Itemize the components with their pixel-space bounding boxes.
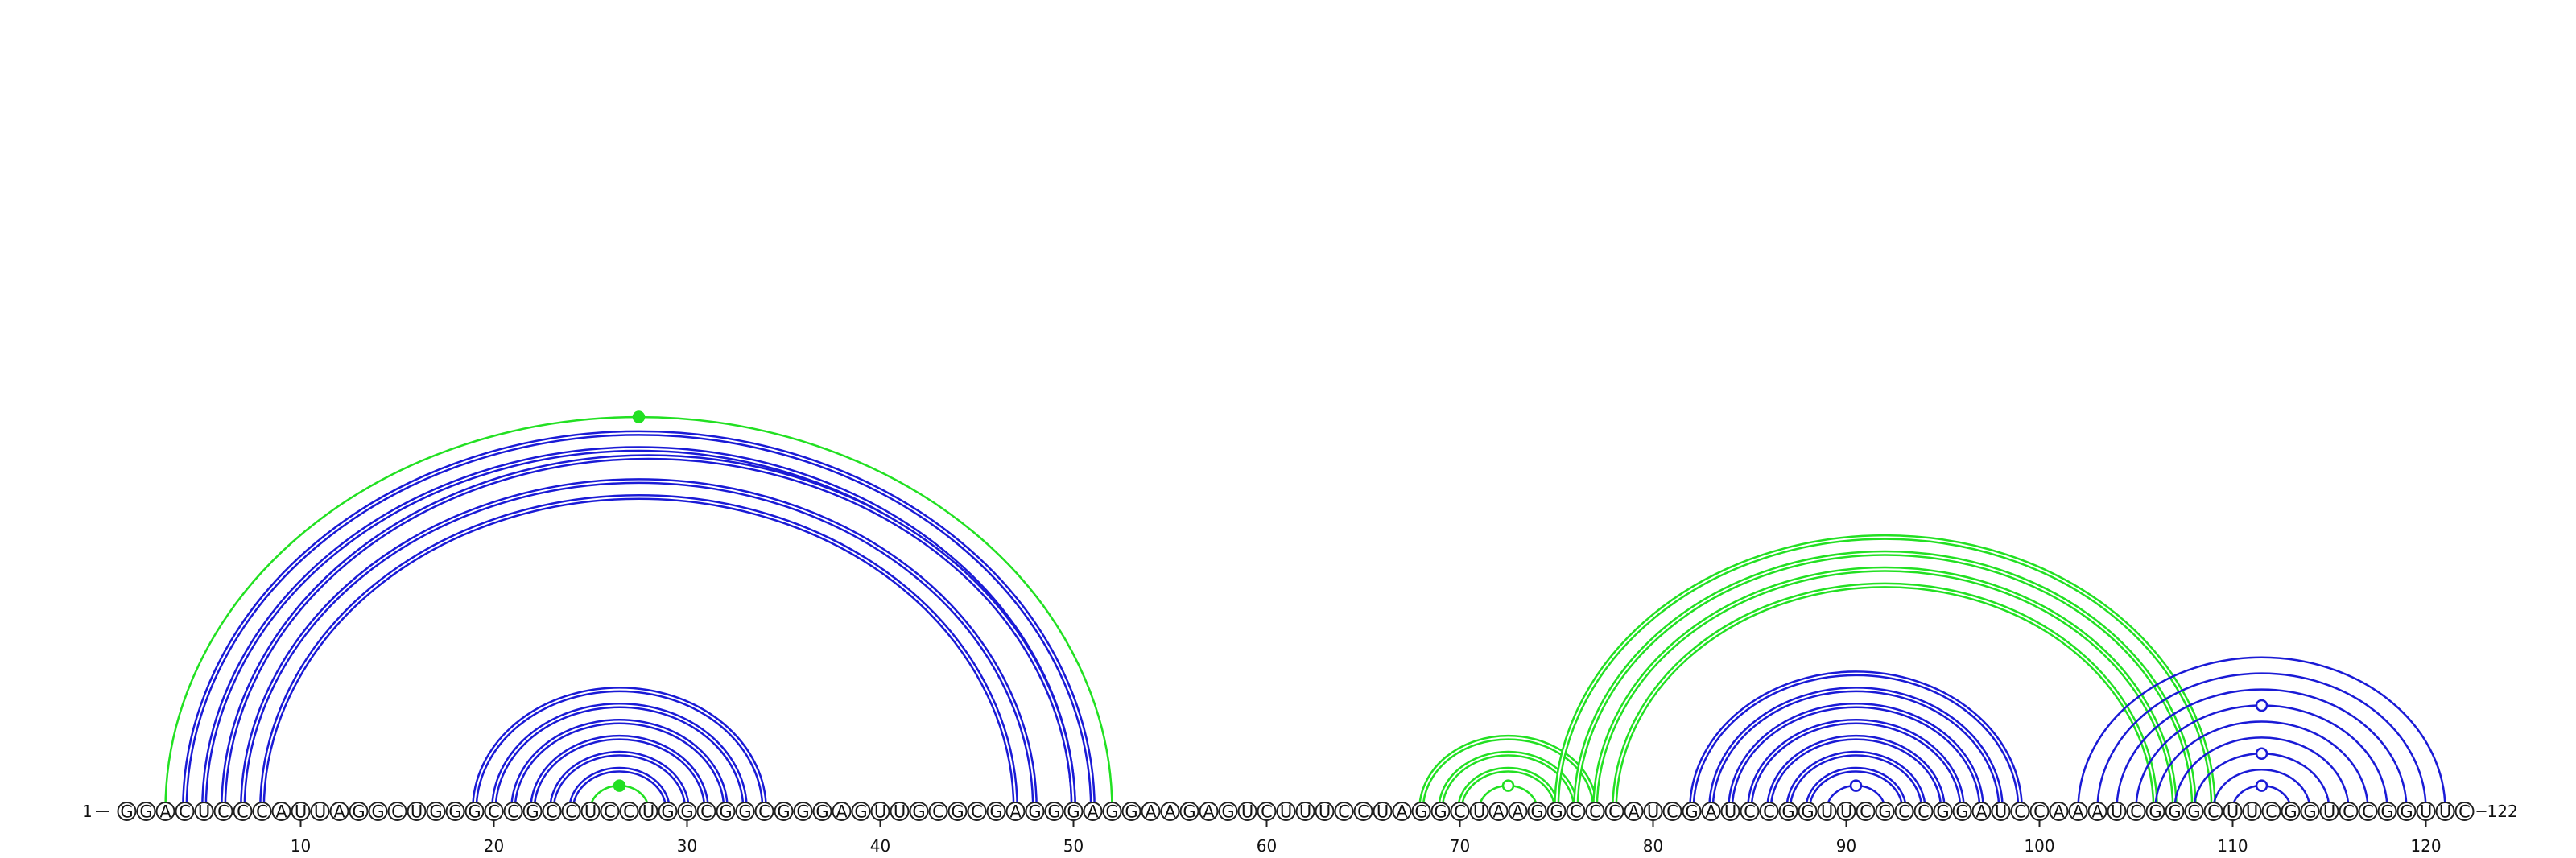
nucleotide-letter: C [604,802,616,822]
nucleotide-letter: A [1203,802,1215,822]
arc-outer-stroke [533,737,707,810]
nucleotide-letter: U [2419,802,2433,822]
nucleotide-letter: U [2226,802,2240,822]
nucleotide-letter: G [815,802,829,822]
nucleotide-108 [2186,802,2203,822]
nucleotide-letter: A [333,802,345,822]
tick-20 [484,820,504,856]
nucleotide-41 [891,802,909,822]
nucleotide-letter: C [758,802,770,822]
nucleotide-86 [1761,802,1778,822]
nucleotide-letter: G [854,802,868,822]
nucleotide-letter: C [1860,802,1872,822]
nucleotide-103 [2089,802,2107,822]
nucleotide-letter: G [1105,802,1119,822]
nucleotide-119 [2398,802,2416,822]
nucleotide-6 [215,802,233,822]
nucleotide-letter: C [217,802,229,822]
nucleotide-letter: C [256,802,268,822]
nucleotide-52 [1104,802,1121,822]
nucleotide-22 [524,802,542,822]
nucleotide-106 [2147,802,2165,822]
nucleotide-letter: G [1067,802,1080,822]
nucleotide-letter: U [1724,802,1737,822]
nucleotide-110 [2224,802,2242,822]
nucleotide-letter: C [1357,802,1369,822]
nucleotide-105 [2128,802,2145,822]
sequence-start-label: 1 [82,802,93,821]
tick-30 [677,820,697,856]
nucleotide-38 [833,802,851,822]
nucleotide-28 [640,802,658,822]
nucleotide-letter: C [179,802,191,822]
nucleotide-97 [1973,802,1991,822]
position-ticks [291,820,2442,856]
nucleotide-100 [2031,802,2049,822]
nucleotide-letter: G [2400,802,2413,822]
nucleotide-112 [2263,802,2281,822]
nucleotide-43 [930,802,947,822]
arc-inner-gap [533,737,707,810]
tick-label: 50 [1063,836,1084,856]
nucleotide-letter: C [2362,802,2374,822]
nucleotide-letter: G [2284,802,2297,822]
nucleotide-letter: U [1318,802,1331,822]
nucleotide-63 [1316,802,1334,822]
nucleotide-letter: C [2343,802,2355,822]
nucleotide-letter: U [294,802,308,822]
nucleotide-24 [563,802,580,822]
nucleotide-114 [2301,802,2319,822]
nucleotide-40 [872,802,890,822]
arc-apex-marker [2256,700,2267,711]
nucleotide-77 [1587,802,1604,822]
tick-label: 70 [1449,836,1471,856]
nucleotide-115 [2321,802,2339,822]
nucleotide-91 [1857,802,1875,822]
nucleotide-letter: U [313,802,327,822]
nucleotide-5 [196,802,213,822]
nucleotide-letter: U [1241,802,1254,822]
arc-outer-stroke [262,497,1016,810]
nucleotide-letter: U [1820,802,1834,822]
nucleotide-19 [466,802,484,822]
arc-inner-gap [262,497,1016,810]
nucleotide-letter: C [391,802,403,822]
nucleotide-13 [350,802,368,822]
nucleotide-118 [2379,802,2396,822]
nucleotide-66 [1374,802,1392,822]
nucleotide-letter: G [1047,802,1061,822]
nucleotide-89 [1818,802,1836,822]
nucleotide-letter: C [507,802,519,822]
nucleotide-letter: C [971,802,983,822]
arc-3-52 [166,417,1113,810]
nucleotide-4 [176,802,194,822]
nucleotide-61 [1278,802,1295,822]
nucleotide-60 [1258,802,1276,822]
nucleotide-98 [1992,802,2010,822]
arc-76-108 [1576,553,2194,810]
nucleotide-15 [389,802,407,822]
nucleotide-69 [1432,802,1450,822]
nucleotide-75 [1548,802,1566,822]
nucleotide-3 [157,802,175,822]
nucleotide-25 [582,802,600,822]
nucleotide-12 [331,802,349,822]
nucleotide-letter: G [1550,802,1563,822]
nucleotide-letter: C [1589,802,1601,822]
nucleotide-letter: G [912,802,926,822]
tick-label: 80 [1642,836,1664,856]
tick-70 [1450,820,1470,856]
nucleotide-letter: A [1512,802,1524,822]
nucleotide-letter: G [1221,802,1235,822]
nucleotide-23 [543,802,561,822]
base-pair-arcs [166,417,2446,810]
nucleotide-16 [408,802,426,822]
nucleotide-8 [254,802,271,822]
nucleotide-letter: A [1492,802,1505,822]
nucleotide-33 [737,802,754,822]
nucleotide-50 [1065,802,1083,822]
nucleotide-letter: C [1898,802,1910,822]
arc-inner-gap [1769,737,1943,810]
nucleotide-107 [2166,802,2184,822]
nucleotide-35 [775,802,793,822]
arc-68-77 [1422,737,1596,810]
nucleotide-45 [968,802,986,822]
nucleotide-letter: U [893,802,906,822]
nucleotide-letter: C [1454,802,1466,822]
nucleotide-2 [138,802,155,822]
nucleotide-68 [1413,802,1430,822]
nucleotide-113 [2282,802,2300,822]
nucleotide-letter: G [989,802,1003,822]
arc-outer-stroke [1769,737,1943,810]
arc-86-95 [1769,737,1943,810]
nucleotide-letter: G [1434,802,1447,822]
nucleotide-59 [1239,802,1257,822]
arc-stroke [166,417,1113,810]
nucleotide-letter: A [1087,802,1099,822]
nucleotide-letter: G [1028,802,1042,822]
nucleotide-letter: C [2130,802,2142,822]
arc-apex-marker [614,781,625,791]
tick-40 [870,820,890,856]
nucleotide-letter: C [2033,802,2046,822]
nucleotide-letter: A [1628,802,1640,822]
nucleotide-39 [852,802,870,822]
nucleotide-99 [2012,802,2029,822]
nucleotide-letter: U [1298,802,1312,822]
nucleotide-letter: U [197,802,211,822]
tick-80 [1643,820,1663,856]
nucleotide-letter: G [2187,802,2201,822]
tick-label: 100 [2024,836,2055,856]
nucleotide-letter: U [1994,802,2008,822]
nucleotide-55 [1162,802,1179,822]
nucleotide-letter: C [2014,802,2026,822]
nucleotide-letter: C [2207,802,2219,822]
nucleotide-sequence [118,802,2474,822]
nucleotide-letter: C [932,802,944,822]
tick-label: 40 [869,836,891,856]
nucleotide-letter: G [2380,802,2394,822]
nucleotide-71 [1471,802,1488,822]
nucleotide-letter: G [526,802,539,822]
nucleotide-letter: G [1183,802,1196,822]
tick-label: 120 [2410,836,2442,856]
nucleotide-letter: G [352,802,365,822]
nucleotide-27 [621,802,638,822]
nucleotide-72 [1490,802,1508,822]
nucleotide-letter: G [2168,802,2182,822]
nucleotide-letter: G [777,802,791,822]
nucleotide-letter: C [1338,802,1350,822]
tick-100 [2024,820,2054,856]
nucleotide-letter: C [546,802,558,822]
nucleotide-7 [234,802,252,822]
nucleotide-1 [118,802,136,822]
nucleotide-48 [1026,802,1044,822]
arc-apex-marker [2256,781,2267,791]
nucleotide-120 [2417,802,2435,822]
tick-120 [2410,820,2441,856]
nucleotide-letter: A [2091,802,2103,822]
nucleotide-62 [1297,802,1315,822]
nucleotide-88 [1799,802,1817,822]
nucleotide-letter: G [1801,802,1814,822]
nucleotide-32 [717,802,735,822]
nucleotide-46 [988,802,1005,822]
nucleotide-letter: U [1646,802,1660,822]
nucleotide-letter: U [410,802,423,822]
nucleotide-letter: C [623,802,635,822]
nucleotide-letter: A [1009,802,1022,822]
nucleotide-116 [2340,802,2358,822]
nucleotide-11 [312,802,329,822]
nucleotide-letter: A [836,802,848,822]
nucleotide-17 [427,802,445,822]
tick-110 [2217,820,2248,856]
nucleotide-letter: A [1705,802,1717,822]
nucleotide-letter: U [1839,802,1853,822]
nucleotide-letter: G [1955,802,1969,822]
nucleotide-letter: A [275,802,287,822]
nucleotide-letter: U [873,802,887,822]
nucleotide-letter: C [1744,802,1756,822]
arc-inner-gap [1422,737,1596,810]
nucleotide-letter: A [2072,802,2084,822]
tick-label: 10 [290,836,312,856]
arc-apex-marker [1503,781,1513,791]
nucleotide-85 [1741,802,1759,822]
nucleotide-letter: G [371,802,385,822]
nucleotide-90 [1838,802,1856,822]
nucleotide-letter: C [2458,802,2471,822]
nucleotide-letter: G [1685,802,1699,822]
nucleotide-67 [1393,802,1411,822]
nucleotide-letter: U [2438,802,2452,822]
nucleotide-70 [1451,802,1469,822]
nucleotide-letter: A [1145,802,1157,822]
nucleotide-111 [2244,802,2261,822]
arc-8-47 [262,497,1016,810]
nucleotide-letter: G [1781,802,1795,822]
nucleotide-104 [2108,802,2126,822]
nucleotide-letter: G [120,802,134,822]
nucleotide-letter: C [237,802,249,822]
nucleotide-80 [1645,802,1662,822]
nucleotide-letter: A [2053,802,2065,822]
nucleotide-56 [1181,802,1199,822]
nucleotide-65 [1355,802,1373,822]
nucleotide-21 [505,802,522,822]
nucleotide-letter: C [1918,802,1930,822]
arc-outer-stroke [1422,737,1596,810]
tick-60 [1257,820,1277,856]
nucleotide-letter: A [159,802,171,822]
nucleotide-9 [273,802,291,822]
nucleotide-letter: G [661,802,675,822]
nucleotide-84 [1722,802,1740,822]
nucleotide-109 [2205,802,2223,822]
arc-apex-marker [2256,749,2267,759]
nucleotide-letter: C [1261,802,1273,822]
nucleotide-letter: U [2322,802,2336,822]
nucleotide-letter: A [1164,802,1176,822]
nucleotide-95 [1934,802,1952,822]
nucleotide-44 [949,802,967,822]
nucleotide-121 [2437,802,2454,822]
nucleotide-36 [795,802,812,822]
nucleotide-37 [814,802,832,822]
nucleotide-letter: G [139,802,153,822]
nucleotide-30 [679,802,696,822]
nucleotide-42 [910,802,928,822]
nucleotide-letter: U [2245,802,2259,822]
nucleotide-letter: C [1763,802,1775,822]
arc-22-31 [533,737,707,810]
tick-label: 30 [676,836,698,856]
nucleotide-79 [1625,802,1643,822]
arc-inner-gap [1576,553,2194,810]
nucleotide-26 [601,802,619,822]
nucleotide-letter: G [468,802,481,822]
nucleotide-letter: G [1878,802,1892,822]
nucleotide-letter: G [2303,802,2317,822]
nucleotide-93 [1896,802,1913,822]
nucleotide-letter: U [1376,802,1389,822]
nucleotide-letter: G [1936,802,1950,822]
nucleotide-letter: G [680,802,694,822]
nucleotide-letter: C [1570,802,1582,822]
tick-label: 60 [1256,836,1278,856]
tick-50 [1063,820,1084,856]
nucleotide-58 [1220,802,1237,822]
nucleotide-letter: G [1530,802,1544,822]
arc-markers [614,411,2267,790]
nucleotide-letter: G [951,802,964,822]
nucleotide-57 [1200,802,1218,822]
nucleotide-letter: A [1975,802,1988,822]
nucleotide-letter: G [448,802,462,822]
nucleotide-18 [447,802,464,822]
nucleotide-73 [1509,802,1527,822]
nucleotide-20 [485,802,503,822]
nucleotide-letter: U [2110,802,2124,822]
nucleotide-64 [1335,802,1353,822]
nucleotide-82 [1683,802,1701,822]
nucleotide-47 [1007,802,1025,822]
nucleotide-87 [1780,802,1798,822]
sequence-end-label: 122 [2487,802,2518,821]
nucleotide-letter: G [1125,802,1138,822]
nucleotide-letter: G [738,802,752,822]
nucleotide-122 [2456,802,2474,822]
nucleotide-letter: C [700,802,712,822]
nucleotide-letter: C [565,802,577,822]
nucleotide-10 [292,802,310,822]
nucleotide-74 [1529,802,1546,822]
nucleotide-53 [1123,802,1141,822]
nucleotide-94 [1915,802,1933,822]
nucleotide-31 [698,802,716,822]
nucleotide-letter: U [584,802,597,822]
nucleotide-102 [2070,802,2087,822]
nucleotide-76 [1567,802,1585,822]
tick-label: 20 [483,836,505,856]
nucleotide-83 [1703,802,1720,822]
arc-apex-marker [634,411,644,422]
nucleotide-14 [369,802,387,822]
nucleotide-letter: C [1608,802,1620,822]
nucleotide-letter: G [796,802,810,822]
nucleotide-letter: U [1279,802,1293,822]
nucleotide-letter: C [488,802,500,822]
nucleotide-letter: G [1414,802,1428,822]
nucleotide-117 [2359,802,2377,822]
tick-label: 90 [1835,836,1857,856]
arc-apex-marker [1851,781,1861,791]
arc-outer-stroke [1576,553,2194,810]
nucleotide-34 [756,802,774,822]
nucleotide-51 [1084,802,1102,822]
nucleotide-letter: C [2265,802,2277,822]
nucleotide-78 [1606,802,1624,822]
tick-90 [1836,820,1856,856]
nucleotide-letter: U [1472,802,1486,822]
nucleotide-letter: U [642,802,655,822]
nucleotide-29 [659,802,677,822]
nucleotide-96 [1954,802,1971,822]
nucleotide-letter: C [1666,802,1678,822]
nucleotide-92 [1876,802,1894,822]
nucleotide-54 [1142,802,1160,822]
nucleotide-letter: G [719,802,733,822]
nucleotide-49 [1046,802,1063,822]
tick-label: 110 [2217,836,2248,856]
nucleotide-letter: G [2149,802,2162,822]
nucleotide-letter: A [1396,802,1408,822]
nucleotide-81 [1664,802,1682,822]
tick-10 [291,820,311,856]
nucleotide-letter: G [429,802,443,822]
nucleotide-101 [2050,802,2068,822]
